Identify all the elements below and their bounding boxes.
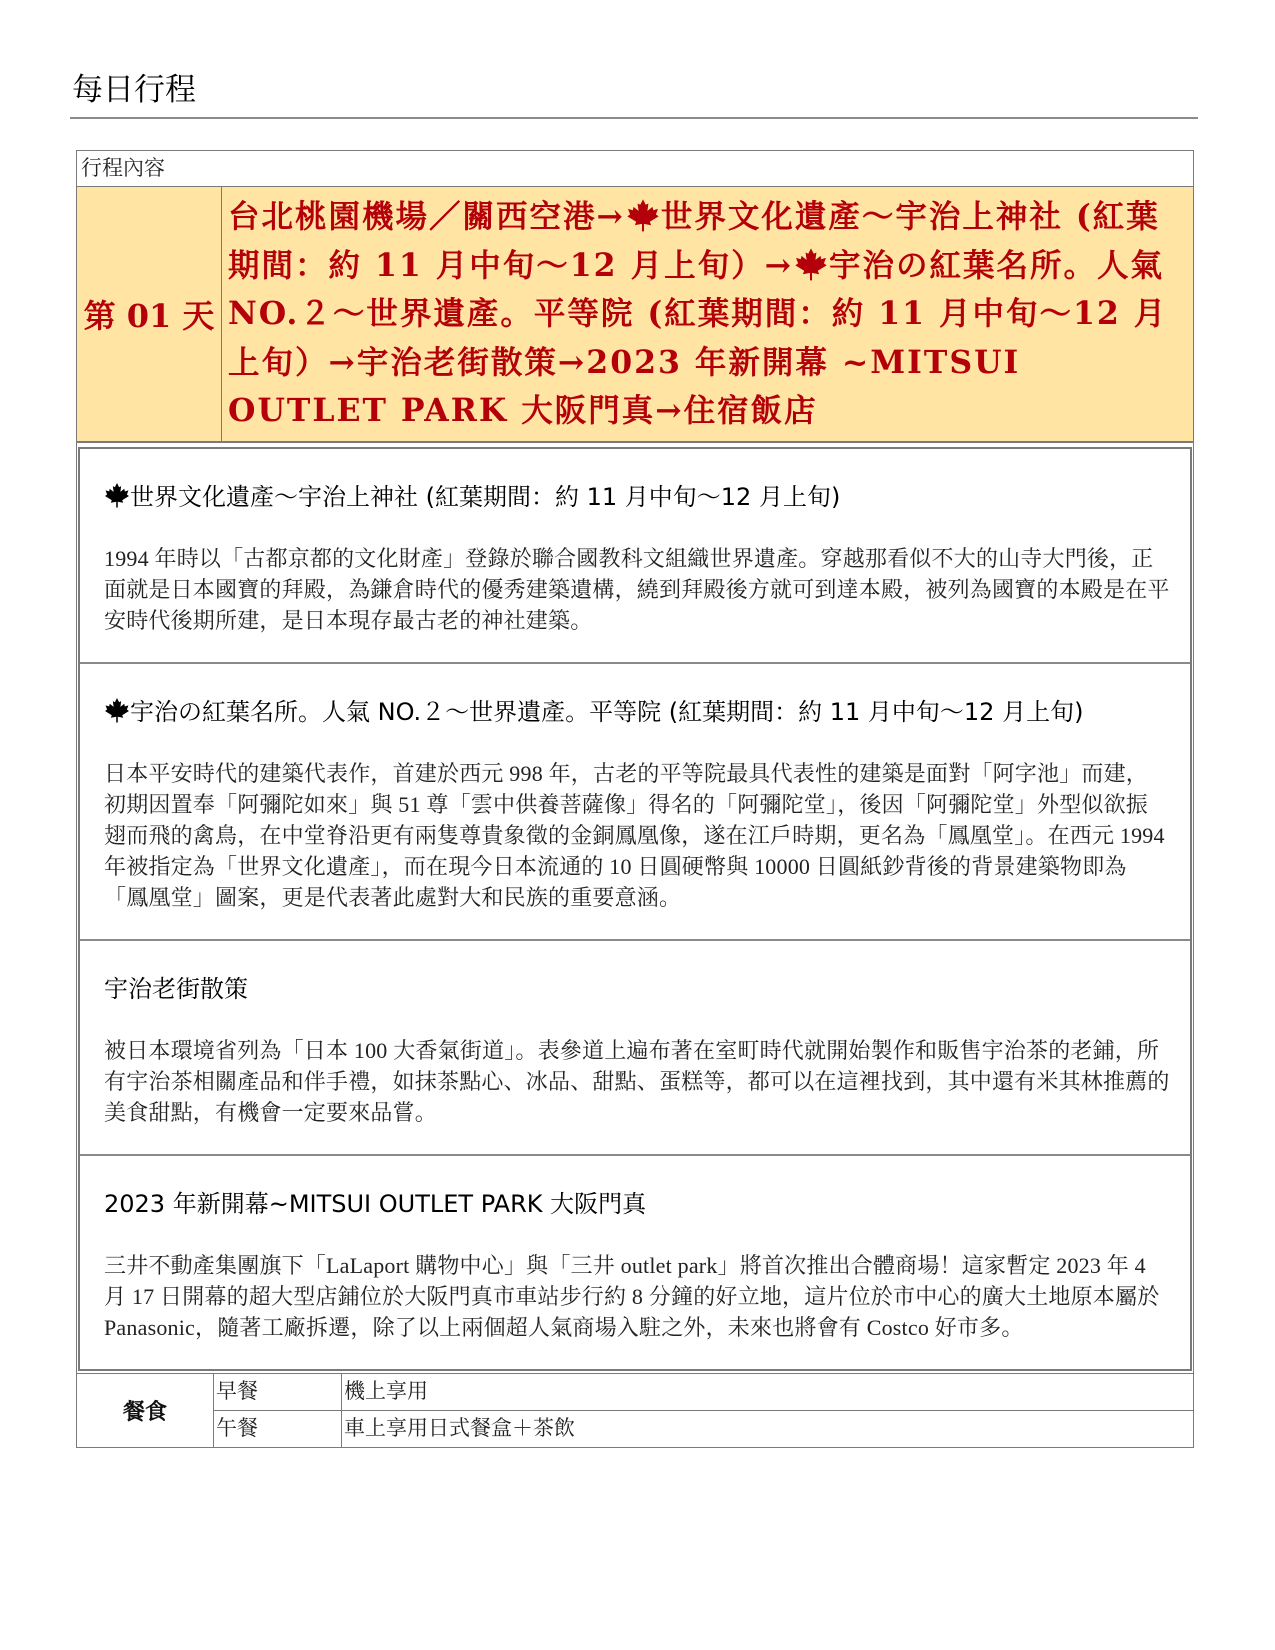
day-route [222, 187, 1193, 441]
attraction-item [80, 941, 1190, 1156]
attraction-title: 世界文化遺產～宇治上神社 (紅葉期間：約 11 月中旬～12 月上旬) [104, 479, 1170, 515]
meals-label: 餐食 [77, 1374, 214, 1447]
attraction-description: 被日本環境省列為「日本 100 大香氣街道」。表參道上遍布著在室町時代就開始製作和販售宇治茶的老鋪，所有宇治茶相關產品和伴手禮，如抹茶點心、冰品、甜點、蛋糕等，都可以在這裡找到，其中還有米其林推薦的美食甜點，有機會一定要來品嘗。 [104, 1038, 1170, 1125]
maple-leaf-icon [104, 482, 130, 508]
meals-table [77, 1373, 1193, 1447]
maple-leaf-icon [793, 247, 829, 281]
itinerary-header: 行程內容 [77, 151, 1193, 187]
page-title: 每日行程 [72, 72, 196, 108]
attraction-item [80, 1156, 1190, 1369]
attraction-title: 宇治の紅葉名所。人氣 NO.２～世界遺產。平等院 (紅葉期間：約 11 月中旬～12 月上旬) [104, 694, 1170, 730]
attraction-title: 宇治老街散策 [104, 975, 248, 1003]
attraction-item [80, 664, 1190, 941]
attraction-item [80, 449, 1190, 664]
maple-leaf-icon [625, 198, 661, 232]
attraction-details [78, 447, 1192, 1371]
title-divider [70, 117, 1198, 119]
route-segment: 宇治の紅葉名所。人氣 NO.２～世界遺產。平等院 (紅葉期間：約 11 月中旬～12 月上旬）→宇治老街散策→2023 年新開幕 ~MITSUI OUTLET PARK 大阪門真→住宿飯店 [228, 246, 1168, 429]
attraction-title: 2023 年新開幕~MITSUI OUTLET PARK 大阪門真 [104, 1190, 647, 1218]
route-segment: 台北桃園機場／關西空港→ [228, 198, 625, 235]
route-segment: 世界文化遺產～宇治上神社 (紅葉期間：約 11 月中旬～12 月上旬）→ [228, 198, 1160, 284]
meal-desc-breakfast: 機上享用 [342, 1374, 1193, 1411]
attraction-description: 1994 年時以「古都京都的文化財產」登錄於聯合國教科文組織世界遺產。穿越那看似不大的山寺大門後，正面就是日本國寶的拜殿，為鎌倉時代的優秀建築遺構，繞到拜殿後方就可到達本殿，被列為國寶的本殿是在平安時代後期所建，是日本現存最古老的神社建築。 [104, 546, 1170, 633]
meal-type-lunch: 午餐 [214, 1411, 342, 1447]
meal-desc-lunch: 車上享用日式餐盒＋茶飲 [344, 1416, 575, 1440]
day-row [77, 187, 1193, 443]
attraction-description: 三井不動產集團旗下「LaLaport 購物中心」與「三井 outlet park」將首次推出合體商場！這家暫定 2023 年 4 月 17 日開幕的超大型店鋪位於大阪門真市車站步行約 8 分鐘的好立地，這片位於市中心的廣大土地原本屬於 Panasonic，隨著工廠拆遷，除了以上兩個超人氣商場入駐之外，未來也將會有 Costco 好市多。 [104, 1253, 1160, 1340]
attraction-description: 日本平安時代的建築代表作，首建於西元 998 年，古老的平等院最具代表性的建築是面對「阿字池」而建，初期因置奉「阿彌陀如來」與 51 尊「雲中供養菩薩像」得名的「阿彌陀堂」，後因「阿彌陀堂」外型似欲振翅而飛的禽鳥，在中堂脊沿更有兩隻尊貴象徵的金銅鳳凰像，遂在江戶時期，更名為「鳳凰堂」。在西元 1994 年被指定為「世界文化遺產」，而在現今日本流通的 10 日圓硬幣與 10000 日圓紙鈔背後的背景建築物即為「鳳凰堂」圖案，更是代表著此處對大和民族的重要意涵。 [104, 761, 1165, 910]
day-label: 第 01 天 [77, 187, 222, 441]
maple-leaf-icon [104, 697, 130, 723]
itinerary-table [76, 150, 1194, 1448]
meal-type-breakfast: 早餐 [214, 1374, 342, 1411]
